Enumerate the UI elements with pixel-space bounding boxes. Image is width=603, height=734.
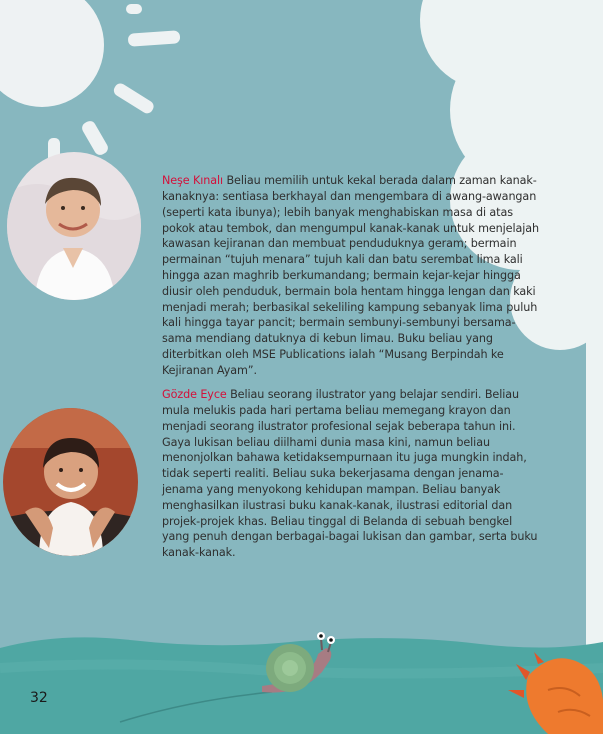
author-photo	[7, 152, 141, 300]
illustrator-photo	[3, 408, 138, 556]
illustrator-bio	[162, 387, 540, 561]
illustrator-name: Gözde Eyce	[162, 388, 227, 402]
author-portrait	[7, 152, 141, 300]
author-bio	[162, 173, 540, 378]
illustrator-bio-text: Beliau seorang ilustrator yang belajar sendiri. Beliau mula melukis pada hari pertama beliau memegang krayon dan menjadi seorang ilustrator profesional sejak beberapa tahun ini. Gaya lukisan beliau diilhami dunia masa kini, namun beliau menonjolkan bahawa ketidaksempurnaan itu juga mungkin indah, tidak seperti realiti. Beliau suka bekerjasama dengan jenama-jenama yang menyokong kehidupan mampan. Beliau banyak menghasilkan ilustrasi buku kanak-kanak, ilustrasi editorial dan projek-projek khas. Beliau tinggal di Belanda di sebuah bengkel yang penuh dengan berbagai-bagai lukisan dan gambar, serta buku kanak-kanak.	[162, 388, 538, 560]
author-name: Neşe Kınalı	[162, 174, 224, 188]
sun-illustration	[0, 0, 180, 164]
author-bio-text: Beliau memilih untuk kekal berada dalam zaman kanak-kanaknya: sentiasa berkhayal dan mengembara di awang-awangan (seperti kata ibunya); lebih banyak menghabiskan masa di atas pokok atau tembok, dan mengumpul kanak-kanak untuk menjelajah kawasan kejiranan dan membuat penduduknya geram; bermain permainan “tujuh menara” tujuh kali dan batu serembat lima kali hingga azan maghrib berkumandang; bermain kejar-kejar hingga diusir oleh penduduk, bermain bola hentam hingga lengan dan kaki menjadi merah; berbasikal sekeliling kampung sebanyak lima puluh kali hingga tayar pancit; bermain sembunyi-sembunyi bersama-sama mendiang datuknya di kebun limau. Buku beliau yang diterbitkan oleh MSE Publications ialah “Musang Berpindah ke Kejiranan Ayam”.	[162, 174, 539, 377]
illustrator-portrait	[3, 408, 138, 556]
page-number: 32	[30, 690, 48, 706]
